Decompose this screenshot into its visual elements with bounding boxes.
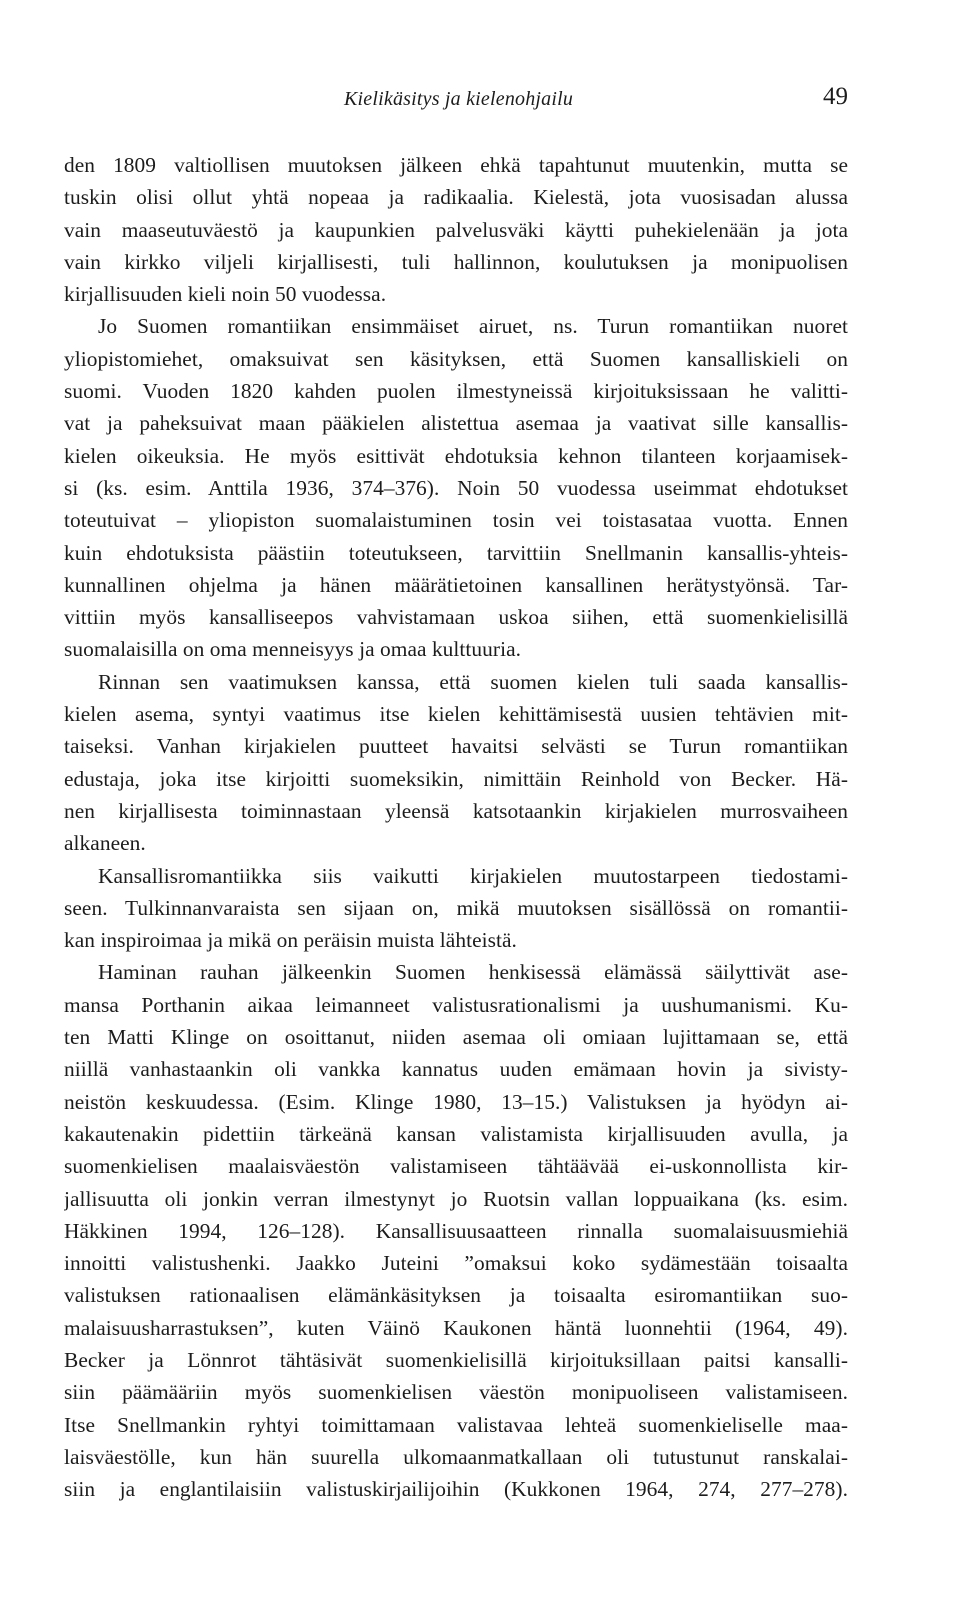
text-line: ten Matti Klinge on osoittanut, niiden asemaa oli omiaan lujittamaan se, että xyxy=(64,1025,848,1050)
text-line: alkaneen. xyxy=(64,831,146,856)
text-line: toteutuivat – yliopiston suomalaistuminen tosin vei toistasataa vuotta. Ennen xyxy=(64,508,848,533)
text-line: kielen oikeuksia. He myös esittivät ehdotuksia kehnon tilanteen korjaamisek- xyxy=(64,443,848,468)
text-line: kuin ehdotuksista päästiin toteutukseen, tarvittiin Snellmanin kansallis-yhteis- xyxy=(64,540,848,565)
text-line: vat ja paheksuivat maan pääkielen alistettua asemaa ja vaativat sille kansallis- xyxy=(64,411,848,436)
text-line: suomenkielisen maalaisväestön valistamiseen tähtäävää ei-uskonnollista kir- xyxy=(64,1154,848,1179)
text-line: Jo Suomen romantiikan ensimmäiset airuet, ns. Turun romantiikan nuoret xyxy=(98,314,848,339)
text-line: neistön keskuudessa. (Esim. Klinge 1980, 13–15.) Valistuksen ja hyödyn ai- xyxy=(64,1089,848,1114)
page-number: 49 xyxy=(823,83,848,110)
body-text xyxy=(64,149,848,1505)
text-line: siin ja englantilaisiin valistuskirjailijoihin (Kukkonen 1964, 274, 277–278). xyxy=(64,1477,848,1502)
text-line: suomalaisilla on oma menneisyys ja omaa kulttuuria. xyxy=(64,637,522,662)
text-line: kan inspiroimaa ja mikä on peräisin muista lähteistä. xyxy=(64,928,517,953)
text-line: niillä vanhastaankin oli vankka kannatus uuden emämaan hovin ja sivisty- xyxy=(64,1057,848,1082)
text-line: kakautenakin pidettiin tärkeänä kansan valistamista kirjallisuuden avulla, ja xyxy=(64,1121,848,1146)
text-line: kunnallinen ohjelma ja hänen määrätietoinen kansallinen herätystyönsä. Tar- xyxy=(64,572,848,597)
text-line: den 1809 valtiollisen muutoksen jälkeen ehkä tapahtunut muutenkin, mutta se xyxy=(64,153,848,177)
text-line: Becker ja Lönnrot tähtäsivät suomenkielisillä kirjoituksillaan paitsi kansalli- xyxy=(64,1347,848,1372)
text-line: malaisuusharrastuksen”, kuten Väinö Kaukonen häntä luonnehtii (1964, 49). xyxy=(64,1315,848,1340)
text-line: nen kirjallisesta toiminnastaan yleensä katsotaankin kirjakielen murrosvaiheen xyxy=(64,798,848,823)
text-line: seen. Tulkinnanvaraista sen sijaan on, mikä muutoksen sisällössä on romantii- xyxy=(64,895,848,920)
text-line: vittiin myös kansalliseepos vahvistamaan uskoa siihen, että suomenkielisillä xyxy=(64,605,848,630)
text-line: Itse Snellmankin ryhtyi toimittamaan valistavaa lehteä suomenkieliselle maa- xyxy=(64,1412,848,1437)
text-line: valistuksen rationaalisen elämänkäsityksen ja toisaalta esiromantiikan suo- xyxy=(64,1283,848,1308)
text-line: laisväestölle, kun hän suurella ulkomaanmatkallaan oli tutustunut ranskalai- xyxy=(64,1444,848,1469)
text-line: vain kirkko viljeli kirjallisesti, tuli hallinnon, koulutuksen ja monipuolisen xyxy=(64,249,848,274)
text-line: Rinnan sen vaatimuksen kanssa, että suomen kielen tuli saada kansallis- xyxy=(98,669,848,694)
text-line: Kansallisromantiikka siis vaikutti kirjakielen muutostarpeen tiedostami- xyxy=(98,863,848,888)
text-line: siin päämääriin myös suomenkielisen väestön monipuoliseen valistamiseen. xyxy=(64,1380,848,1405)
text-line: innoitti valistushenki. Jaakko Juteini ”omaksui koko sydämestään toisaalta xyxy=(64,1251,848,1276)
running-title: Kielikäsitys ja kielenohjailu xyxy=(344,88,574,110)
text-line: kielen asema, syntyi vaatimus itse kielen kehittämisestä uusien tehtävien mit- xyxy=(64,702,848,727)
text-line: edustaja, joka itse kirjoitti suomeksikin, nimittäin Reinhold von Becker. Hä- xyxy=(64,766,848,791)
text-line: tuskin olisi ollut yhtä nopeaa ja radikaalia. Kielestä, jota vuosisadan alussa xyxy=(64,185,848,210)
text-line: vain maaseutuväestö ja kaupunkien palvelusväki käytti puhekielenään ja jota xyxy=(64,217,848,242)
text-line: si (ks. esim. Anttila 1936, 374–376). Noin 50 vuodessa useimmat ehdotukset xyxy=(64,475,848,500)
text-line: jallisuutta oli jonkin verran ilmestynyt jo Ruotsin vallan loppuaikana (ks. esim. xyxy=(64,1186,848,1211)
text-line: Häkkinen 1994, 126–128). Kansallisuusaatteen rinnalla suomalaisuusmiehiä xyxy=(64,1218,848,1243)
text-line: suomi. Vuoden 1820 kahden puolen ilmestyneissä kirjoituksissaan he valitti- xyxy=(64,379,848,404)
text-line: Haminan rauhan jälkeenkin Suomen henkisessä elämässä säilyttivät ase- xyxy=(98,960,848,985)
text-line: kirjallisuuden kieli noin 50 vuodessa. xyxy=(64,282,387,307)
running-head xyxy=(64,84,848,114)
text-line: mansa Porthanin aikaa leimanneet valistusrationalismi ja uushumanismi. Ku- xyxy=(64,992,848,1017)
text-line: taiseksi. Vanhan kirjakielen puutteet havaitsi selvästi se Turun romantiikan xyxy=(64,734,848,759)
text-line: yliopistomiehet, omaksuivat sen käsityksen, että Suomen kansalliskieli on xyxy=(64,346,848,371)
